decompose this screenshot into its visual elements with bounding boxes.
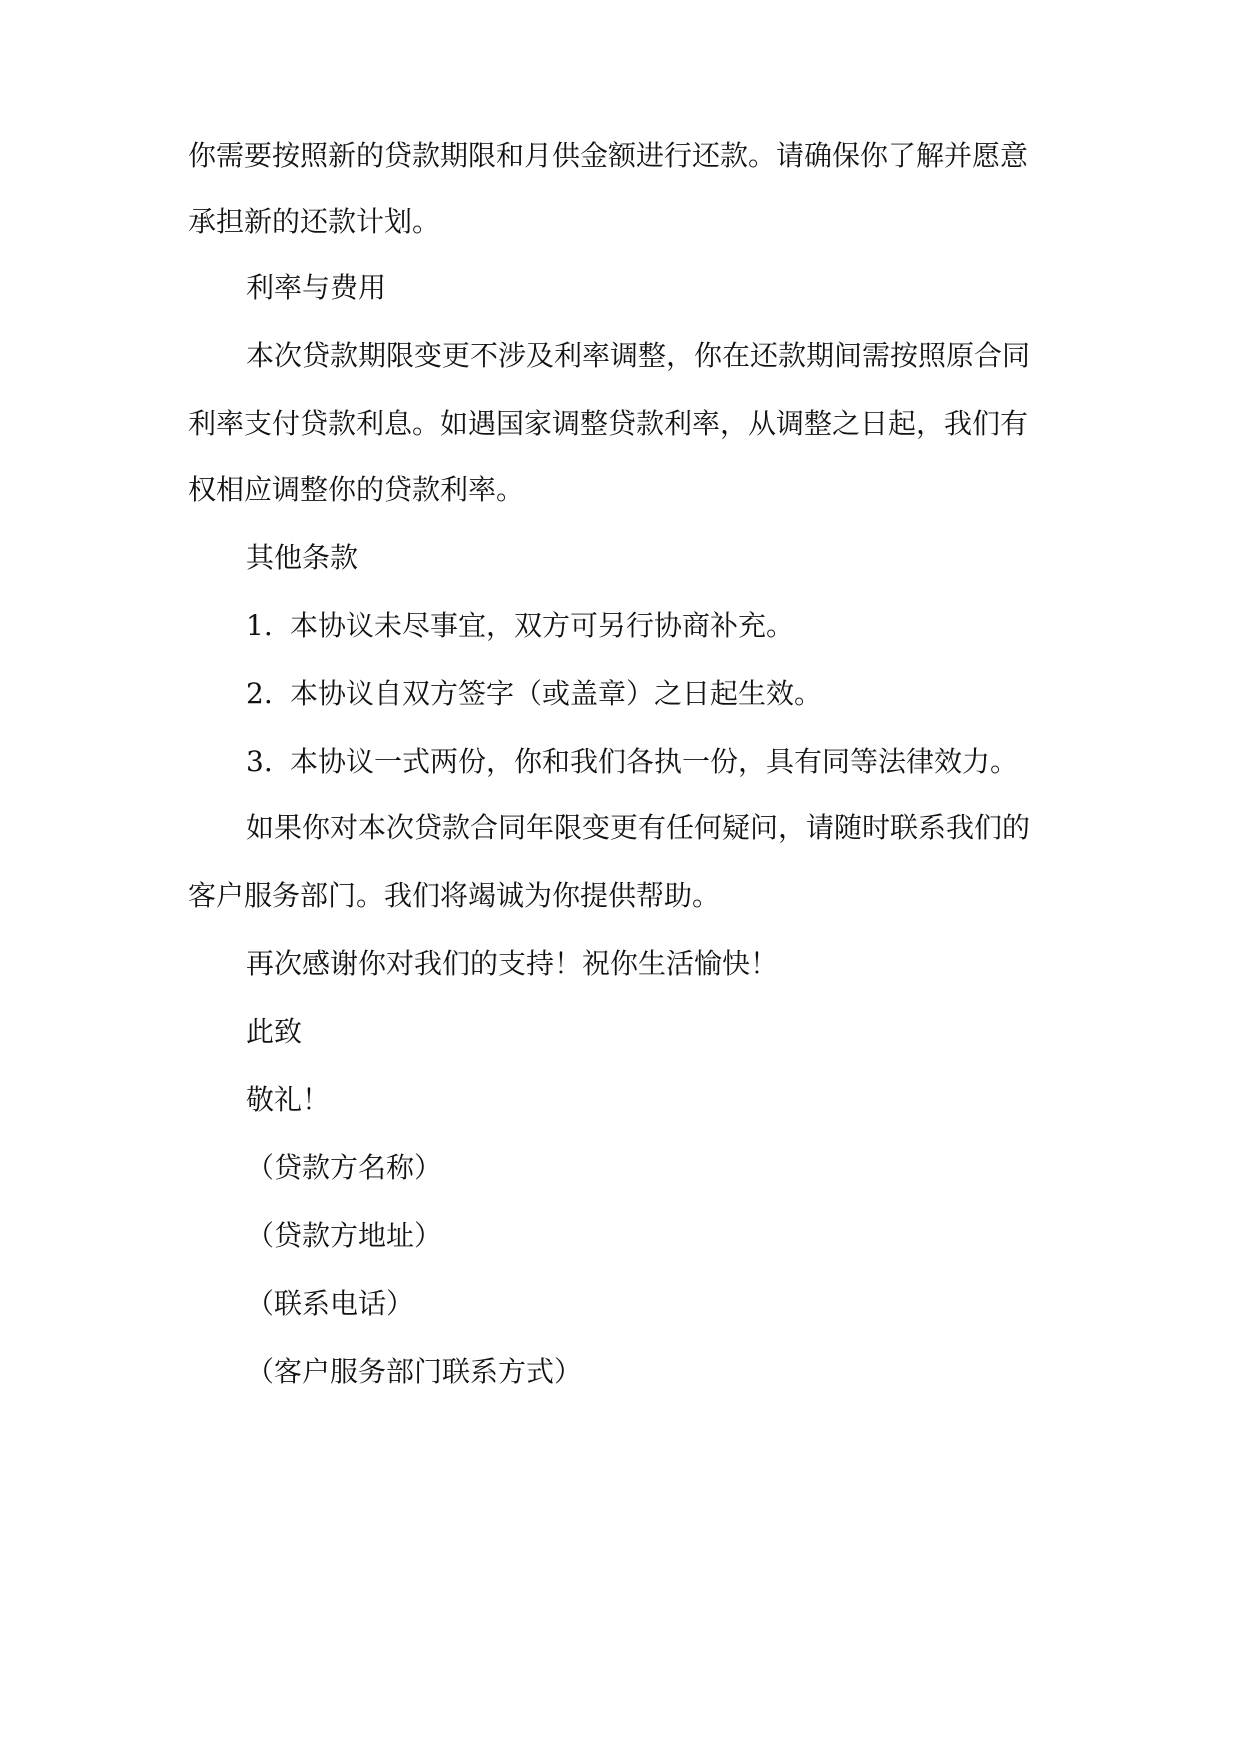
phone-placeholder: （联系电话） xyxy=(246,1287,415,1320)
service-contact-placeholder: （客户服务部门联系方式） xyxy=(246,1355,583,1388)
term-item xyxy=(246,606,794,646)
term-item xyxy=(246,674,822,714)
paragraph-line: 权相应调整你的贷款利率。 xyxy=(188,473,525,506)
paragraph-line: 承担新的还款计划。 xyxy=(188,205,441,238)
paragraph-line: 如果你对本次贷款合同年限变更有任何疑问，请随时联系我们的 xyxy=(246,811,1031,844)
closing-regards: 敬礼！ xyxy=(246,1083,331,1116)
paragraph-line: 本次贷款期限变更不涉及利率调整，你在还款期间需按照原合同 xyxy=(246,339,1031,372)
section-heading-rates: 利率与费用 xyxy=(246,271,387,304)
paragraph-line: 客户服务部门。我们将竭诚为你提供帮助。 xyxy=(188,879,721,912)
lender-address-placeholder: （贷款方地址） xyxy=(246,1219,443,1252)
lender-name-placeholder: （贷款方名称） xyxy=(246,1151,443,1184)
term-item xyxy=(246,742,1018,782)
paragraph-line: 利率支付贷款利息。如遇国家调整贷款利率，从调整之日起，我们有 xyxy=(188,407,1029,440)
term-text: 本协议未尽事宜，双方可另行协商补充。 xyxy=(290,609,795,642)
thanks-line: 再次感谢你对我们的支持！祝你生活愉快！ xyxy=(246,947,779,980)
paragraph-line: 你需要按照新的贷款期限和月供金额进行还款。请确保你了解并愿意 xyxy=(188,139,1029,172)
section-heading-other: 其他条款 xyxy=(246,541,359,574)
term-text: 本协议一式两份，你和我们各执一份，具有同等法律效力。 xyxy=(290,745,1019,778)
term-number: 1. xyxy=(246,609,273,642)
term-number: 2. xyxy=(246,677,273,710)
term-text: 本协议自双方签字（或盖章）之日起生效。 xyxy=(290,677,823,710)
term-number: 3. xyxy=(246,745,273,778)
closing-salutation: 此致 xyxy=(246,1015,303,1048)
